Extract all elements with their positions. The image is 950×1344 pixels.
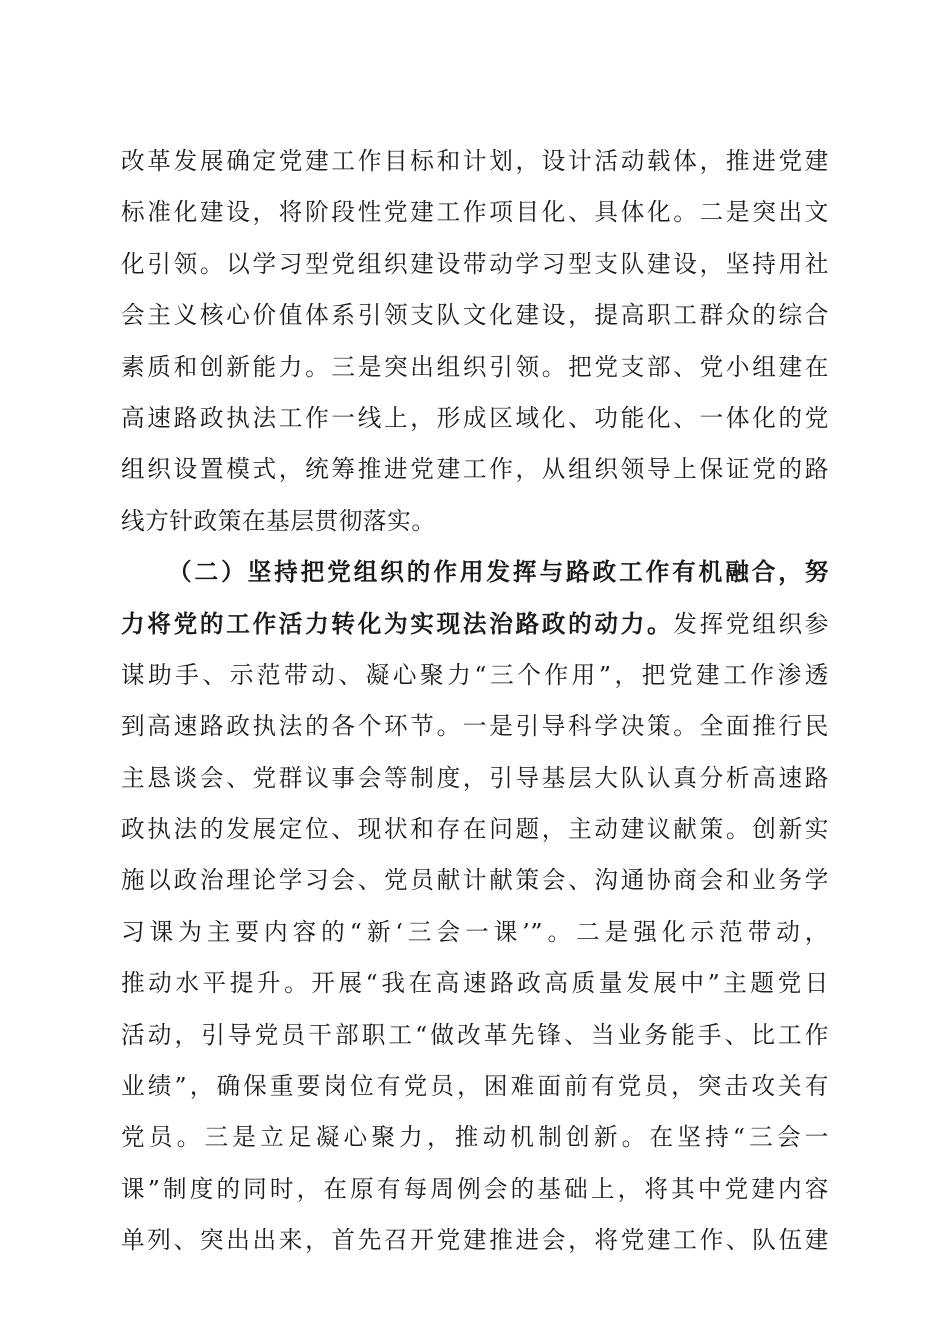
body-text: [121, 136, 829, 1267]
text-line: 谋助手、示范带动、凝心聚力“三个作用”，把党建工作渗透: [121, 660, 829, 689]
text-line: [121, 599, 829, 650]
text-run: 发挥党组织参: [673, 609, 829, 638]
text-line: 会主义核心价值体系引领支队文化建设，提高职工群众的综合: [121, 301, 829, 330]
text-line: 主恳谈会、党群议事会等制度，引导基层大队认真分析高速路: [121, 763, 829, 792]
text-line: 活动，引导党员干部职工“做改革先锋、当业务能手、比工作: [121, 1020, 829, 1049]
text-line: 标准化建设，将阶段性党建工作项目化、具体化。二是突出文: [121, 198, 829, 227]
text-line: 推动水平提升。开展“我在高速路政高质量发展中”主题党日: [121, 969, 829, 998]
text-line: 化引领。以学习型党组织建设带动学习型支队建设，坚持用社: [121, 249, 829, 278]
text-line: 素质和创新能力。三是突出组织引领。把党支部、党小组建在: [121, 352, 829, 381]
text-line: 施以政治理论学习会、党员献计献策会、沟通协商会和业务学: [121, 866, 829, 895]
text-line: 改革发展确定党建工作目标和计划，设计活动载体，推进党建: [121, 147, 829, 175]
text-line: 线方针政策在基层贯彻落实。: [121, 506, 436, 535]
text-line: 组织设置模式，统筹推进党建工作，从组织领导上保证党的路: [121, 455, 829, 484]
text-line: 高速路政执法工作一线上，形成区域化、功能化、一体化的党: [121, 403, 829, 432]
text-line: 政执法的发展定位、现状和存在问题，主动建议献策。创新实: [121, 815, 829, 844]
text-line: 课”制度的同时，在原有每周例会的基础上，将其中党建内容: [121, 1174, 829, 1203]
text-line: 到高速路政执法的各个环节。一是引导科学决策。全面推行民: [121, 712, 829, 741]
section-heading-text: 力将党的工作活力转化为实现法治路政的动力。: [121, 609, 674, 638]
text-line: 党员。三是立足凝心聚力，推动机制创新。在坚持“三会一: [121, 1123, 829, 1152]
section-heading-line: [121, 547, 829, 598]
text-line: 业绩”，确保重要岗位有党员，困难面前有党员，突击攻关有: [121, 1072, 829, 1101]
text-line: 习课为主要内容的“新‘三会一课’”。二是强化示范带动，: [121, 917, 829, 946]
section-heading-text: （二）坚持把党组织的作用发挥与路政工作有机融合，努: [168, 558, 829, 587]
text-line: 单列、突出出来，首先召开党建推进会，将党建工作、队伍建: [121, 1226, 829, 1255]
